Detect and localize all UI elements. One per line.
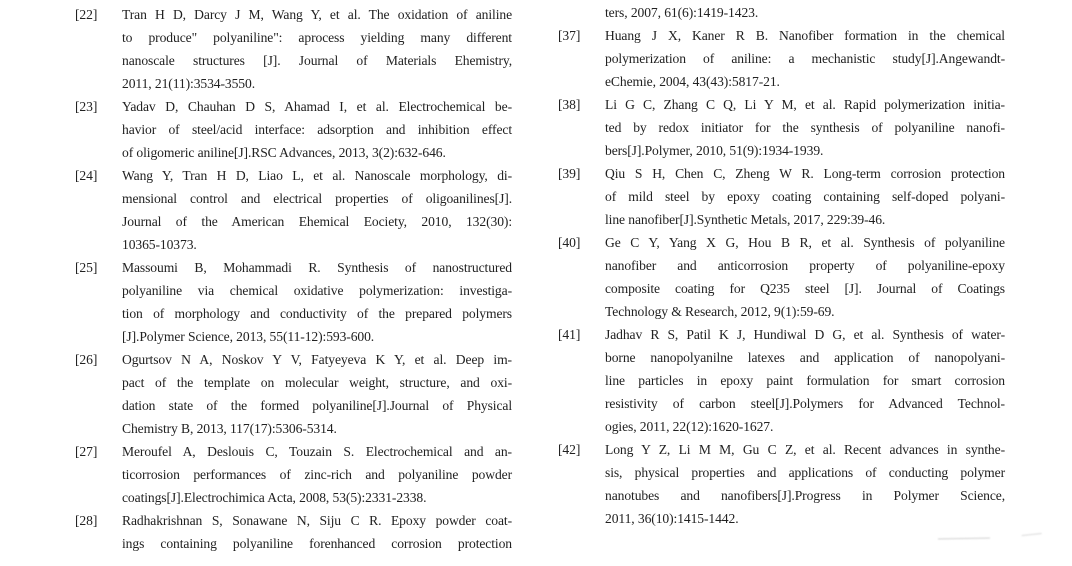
reference-line: resistivity of carbon steel[J].Polymers for Advanced Technol- — [605, 396, 1005, 411]
reference-item — [558, 323, 1005, 438]
reference-line: Li G C, Zhang C Q, Li Y M, et al. Rapid polymerization initia- — [605, 97, 1005, 112]
reference-line: Chemistry B, 2013, 117(17):5306-5314. — [122, 421, 337, 436]
reference-number: [22] — [75, 7, 98, 22]
reference-line: Qiu S H, Chen C, Zheng W R. Long-term corrosion protection — [605, 166, 1005, 181]
reference-line: dation state of the formed polyaniline[J].Journal of Physical — [122, 398, 512, 413]
reference-line: tion of morphology and conductivity of the prepared polymers — [122, 306, 512, 321]
reference-line: ings containing polyaniline forenhanced corrosion protection — [122, 536, 512, 551]
reference-line: mensional control and electrical properties of oligoanilines[J]. — [122, 191, 512, 206]
reference-line: ogies, 2011, 22(12):1620-1627. — [605, 419, 774, 434]
reference-number: [39] — [558, 166, 581, 181]
reference-item — [75, 348, 512, 440]
reference-line: Massoumi B, Mohammadi R. Synthesis of nanostructured — [122, 260, 512, 275]
reference-number: [26] — [75, 352, 98, 367]
reference-line: ticorrosion performances of zinc-rich and polyaniline powder — [122, 467, 512, 482]
reference-line: polyaniline via chemical oxidative polymerization: investiga- — [122, 283, 512, 298]
reference-text — [122, 348, 512, 440]
reference-line: line nanofiber[J].Synthetic Metals, 2017, 229:39-46. — [605, 212, 886, 227]
reference-text — [605, 162, 1005, 231]
scan-smudge — [938, 538, 990, 545]
reference-line: havior of steel/acid interface: adsorption and inhibition effect — [122, 122, 512, 137]
reference-line: Jadhav R S, Patil K J, Hundiwal D G, et al. Synthesis of water- — [605, 327, 1005, 342]
reference-line: Ogurtsov N A, Noskov Y V, Fatyeyeva K Y, et al. Deep im- — [122, 352, 512, 367]
reference-item — [558, 24, 1005, 93]
reference-line: ted by redox initiator for the synthesis of polyaniline nanofi- — [605, 120, 1005, 135]
reference-line: pact of the template on molecular weight, structure, and oxi- — [122, 375, 512, 390]
reference-text — [122, 164, 512, 256]
reference-number: [27] — [75, 444, 98, 459]
reference-line: ters, 2007, 61(6):1419-1423. — [605, 5, 759, 20]
reference-text — [605, 323, 1005, 438]
reference-text — [605, 1, 1005, 24]
reference-number: [23] — [75, 99, 98, 114]
reference-line: nanoscale structures [J]. Journal of Materials Ehemistry, — [122, 53, 512, 68]
reference-item — [558, 162, 1005, 231]
reference-line: 2011, 36(10):1415-1442. — [605, 511, 739, 526]
references-right-column — [558, 1, 1005, 530]
reference-line: Yadav D, Chauhan D S, Ahamad I, et al. Electrochemical be- — [122, 99, 512, 114]
reference-number: [42] — [558, 442, 581, 457]
reference-line: Long Y Z, Li M M, Gu C Z, et al. Recent advances in synthe- — [605, 442, 1005, 457]
reference-line: of oligomeric aniline[J].RSC Advances, 2013, 3(2):632-646. — [122, 145, 446, 160]
reference-line: sis, physical properties and applications of conducting polymer — [605, 465, 1005, 480]
scan-smudge — [1022, 533, 1043, 542]
reference-line: Technology & Research, 2012, 9(1):59-69. — [605, 304, 835, 319]
reference-item — [558, 93, 1005, 162]
reference-item — [75, 509, 512, 555]
reference-number: [38] — [558, 97, 581, 112]
reference-text — [122, 3, 512, 95]
reference-text — [605, 438, 1005, 530]
reference-item — [75, 440, 512, 509]
reference-text — [605, 24, 1005, 93]
reference-line: Ge C Y, Yang X G, Hou B R, et al. Synthesis of polyaniline — [605, 235, 1005, 250]
reference-line: line particles in epoxy paint formulation for smart corrosion — [605, 373, 1005, 388]
reference-item — [75, 3, 512, 95]
reference-line: of mild steel by epoxy coating containing self-doped polyani- — [605, 189, 1005, 204]
reference-item — [75, 95, 512, 164]
reference-line: eChemie, 2004, 43(43):5817-21. — [605, 74, 780, 89]
reference-line: coatings[J].Electrochimica Acta, 2008, 53(5):2331-2338. — [122, 490, 427, 505]
reference-line: 2011, 21(11):3534-3550. — [122, 76, 255, 91]
reference-continuation — [558, 1, 1005, 24]
reference-item — [75, 164, 512, 256]
reference-number: [41] — [558, 327, 581, 342]
reference-line: nanotubes and nanofibers[J].Progress in Polymer Science, — [605, 488, 1005, 503]
reference-number: [25] — [75, 260, 98, 275]
reference-line: nanofiber and anticorrosion property of polyaniline-epoxy — [605, 258, 1005, 273]
reference-number: [40] — [558, 235, 581, 250]
reference-line: to produce" polyaniline": aprocess yielding many different — [122, 30, 512, 45]
reference-line: [J].Polymer Science, 2013, 55(11-12):593-600. — [122, 329, 375, 344]
reference-number: [24] — [75, 168, 98, 183]
reference-item — [558, 231, 1005, 323]
reference-line: Tran H D, Darcy J M, Wang Y, et al. The oxidation of aniline — [122, 7, 512, 22]
reference-line: composite coating for Q235 steel [J]. Journal of Coatings — [605, 281, 1005, 296]
reference-line: polymerization of aniline: a mechanistic study[J].Angewandt- — [605, 51, 1005, 66]
reference-line: Wang Y, Tran H D, Liao L, et al. Nanoscale morphology, di- — [122, 168, 512, 183]
reference-line: bers[J].Polymer, 2010, 51(9):1934-1939. — [605, 143, 824, 158]
reference-text — [122, 440, 512, 509]
reference-line: Radhakrishnan S, Sonawane N, Siju C R. Epoxy powder coat- — [122, 513, 512, 528]
reference-line: Journal of the American Ehemical Eociety, 2010, 132(30): — [122, 214, 512, 229]
references-left-column — [75, 3, 512, 555]
reference-line: Meroufel A, Deslouis C, Touzain S. Electrochemical and an- — [122, 444, 512, 459]
reference-item — [558, 438, 1005, 530]
reference-line: 10365-10373. — [122, 237, 197, 252]
reference-line: borne nanopolyanilne latexes and application of nanopolyani- — [605, 350, 1005, 365]
reference-number: [28] — [75, 513, 98, 528]
reference-item — [75, 256, 512, 348]
reference-text — [122, 256, 512, 348]
reference-text — [122, 509, 512, 555]
reference-text — [605, 231, 1005, 323]
reference-text — [605, 93, 1005, 162]
reference-number: [37] — [558, 28, 581, 43]
reference-line: Huang J X, Kaner R B. Nanofiber formation in the chemical — [605, 28, 1005, 43]
reference-text — [122, 95, 512, 164]
